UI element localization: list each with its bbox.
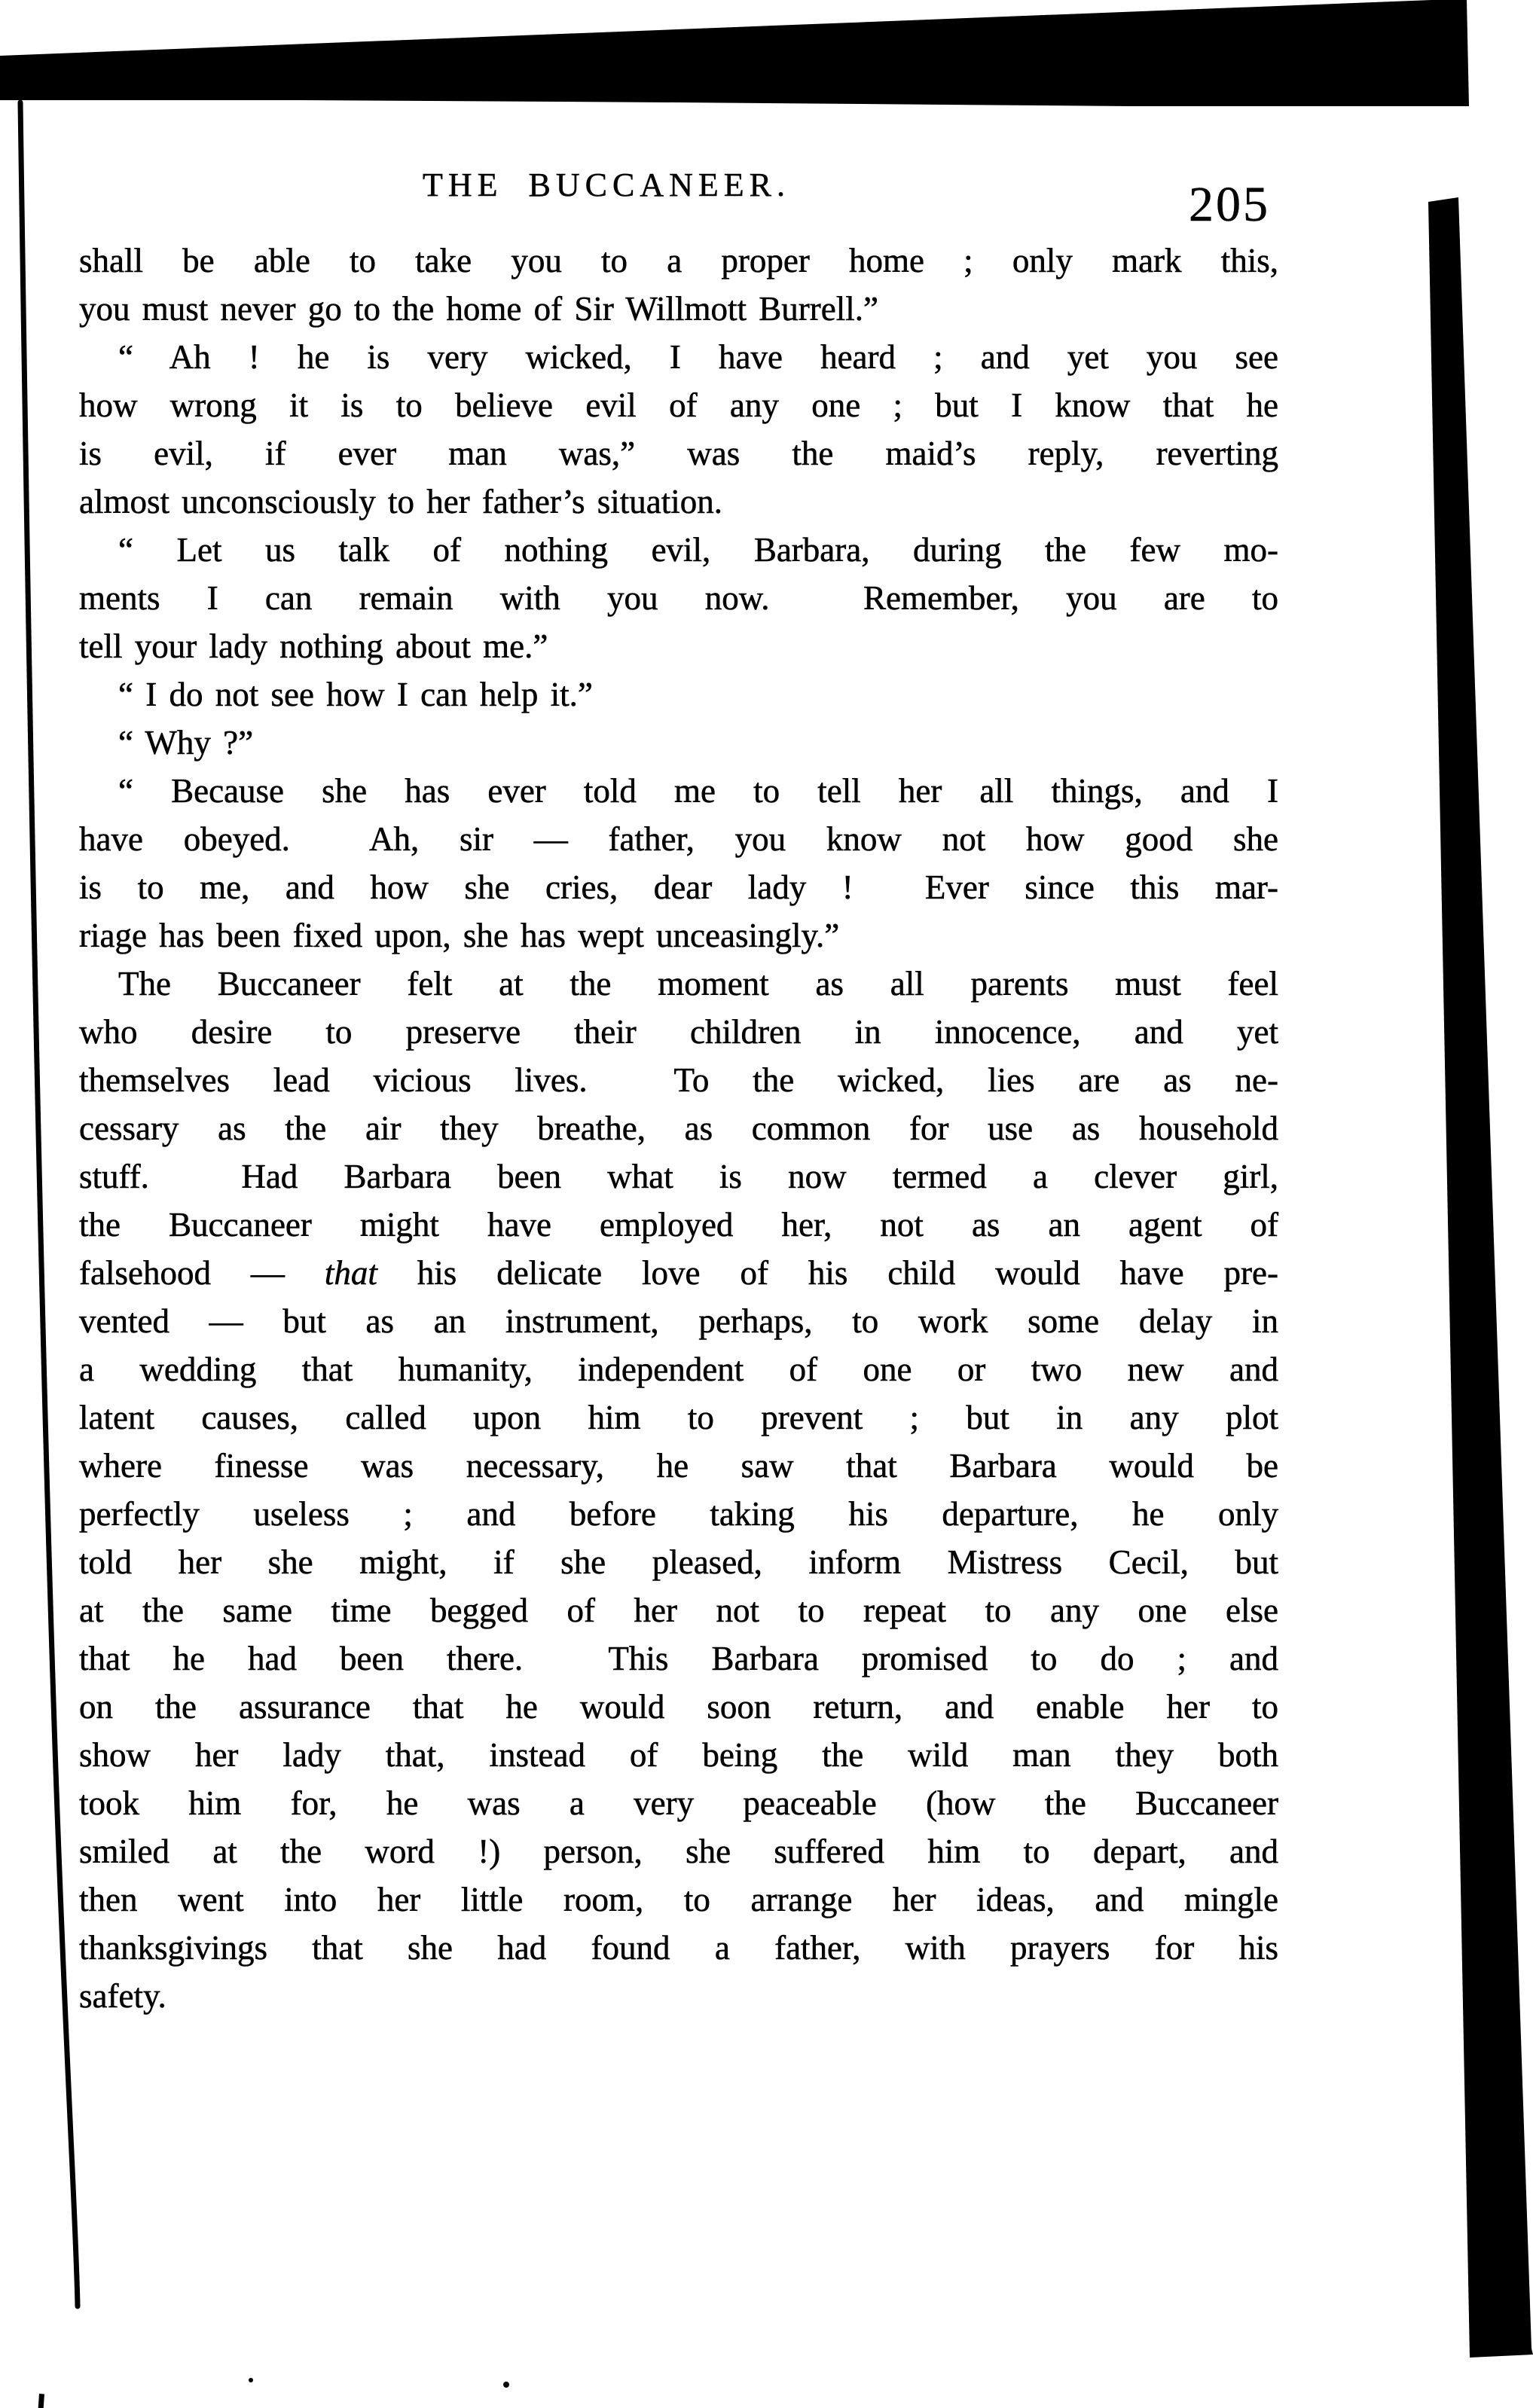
- text-line: “ Why ?”: [118, 724, 254, 761]
- text-line: latent causes, called upon him to prevent ; but in any plot: [79, 1399, 1278, 1436]
- page-number: 205: [1189, 177, 1270, 232]
- text-line: smiled at the word !) person, she suffered him to depart, and: [79, 1833, 1278, 1870]
- text-line: show her lady that, instead of being the wild man they both: [79, 1736, 1278, 1774]
- text-line: almost unconsciously to her father’s situation.: [79, 483, 723, 520]
- scan-artifact-top-band: [0, 0, 1469, 106]
- text-line: stuff. Had Barbara been what is now termed a clever girl,: [79, 1158, 1278, 1195]
- text-line: you must never go to the home of Sir Willmott Burrell.”: [79, 290, 878, 328]
- text-line: is evil, if ever man was,” was the maid’s reply, reverting: [79, 435, 1278, 472]
- text-line: tell your lady nothing about me.”: [79, 627, 548, 665]
- text-line: on the assurance that he would soon return, and enable her to: [79, 1688, 1278, 1726]
- text-line: shall be able to take you to a proper home ; only mark this,: [79, 242, 1278, 279]
- text-line: riage has been fixed upon, she has wept unceasingly.”: [79, 917, 840, 954]
- text-line: that he had been there. This Barbara promised to do ; and: [79, 1640, 1278, 1677]
- text-line: have obeyed. Ah, sir — father, you know not how good she: [79, 820, 1278, 858]
- page-title: THE BUCCANEER.: [423, 166, 790, 203]
- text-line: told her she might, if she pleased, inform Mistress Cecil, but: [79, 1543, 1278, 1581]
- scan-speck: [249, 2378, 253, 2382]
- scan-artifact-right-band: [1428, 197, 1533, 2358]
- text-line: “ I do not see how I can help it.”: [118, 676, 593, 713]
- text-line: how wrong it is to believe evil of any one ; but I know that he: [79, 386, 1278, 424]
- text-run: falsehood —: [79, 1254, 325, 1292]
- text-line: a wedding that humanity, independent of one or two new and: [79, 1350, 1278, 1388]
- text-line: themselves lead vicious lives. To the wicked, lies are as ne-: [79, 1061, 1278, 1099]
- text-line: then went into her little room, to arrange her ideas, and mingle: [79, 1881, 1278, 1918]
- text-line: [79, 1249, 1278, 1297]
- italic-text: that: [324, 1254, 377, 1292]
- body-text: [79, 237, 1278, 2020]
- text-line: thanksgivings that she had found a father, with prayers for his: [79, 1929, 1278, 1967]
- text-line: vented — but as an instrument, perhaps, to work some delay in: [79, 1302, 1278, 1340]
- text-line: The Buccaneer felt at the moment as all parents must feel: [118, 965, 1278, 1003]
- text-line: “ Because she has ever told me to tell her all things, and I: [118, 772, 1278, 810]
- text-line: at the same time begged of her not to repeat to any one else: [79, 1592, 1278, 1629]
- text-line: where finesse was necessary, he saw that Barbara would be: [79, 1447, 1278, 1485]
- scan-speck: [503, 2382, 509, 2388]
- text-line: “ Let us talk of nothing evil, Barbara, during the few mo-: [118, 531, 1278, 569]
- text-line: perfectly useless ; and before taking his departure, he only: [79, 1495, 1278, 1533]
- text-line: who desire to preserve their children in innocence, and yet: [79, 1013, 1278, 1051]
- text-line: ments I can remain with you now. Remember, you are to: [79, 579, 1278, 617]
- text-line: is to me, and how she cries, dear lady ! Ever since this mar-: [79, 868, 1278, 906]
- scan-speck: [38, 2394, 44, 2408]
- text-line: the Buccaneer might have employed her, not as an agent of: [79, 1206, 1278, 1244]
- scan-artifact-left-line: [20, 102, 78, 2306]
- text-line: cessary as the air they breathe, as common for use as household: [79, 1109, 1278, 1147]
- text-line: safety.: [79, 1977, 166, 2015]
- text-run: his delicate love of his child would have pre-: [377, 1254, 1279, 1292]
- text-line: took him for, he was a very peaceable (how the Buccaneer: [79, 1784, 1278, 1822]
- text-line: “ Ah ! he is very wicked, I have heard ; and yet you see: [118, 338, 1278, 376]
